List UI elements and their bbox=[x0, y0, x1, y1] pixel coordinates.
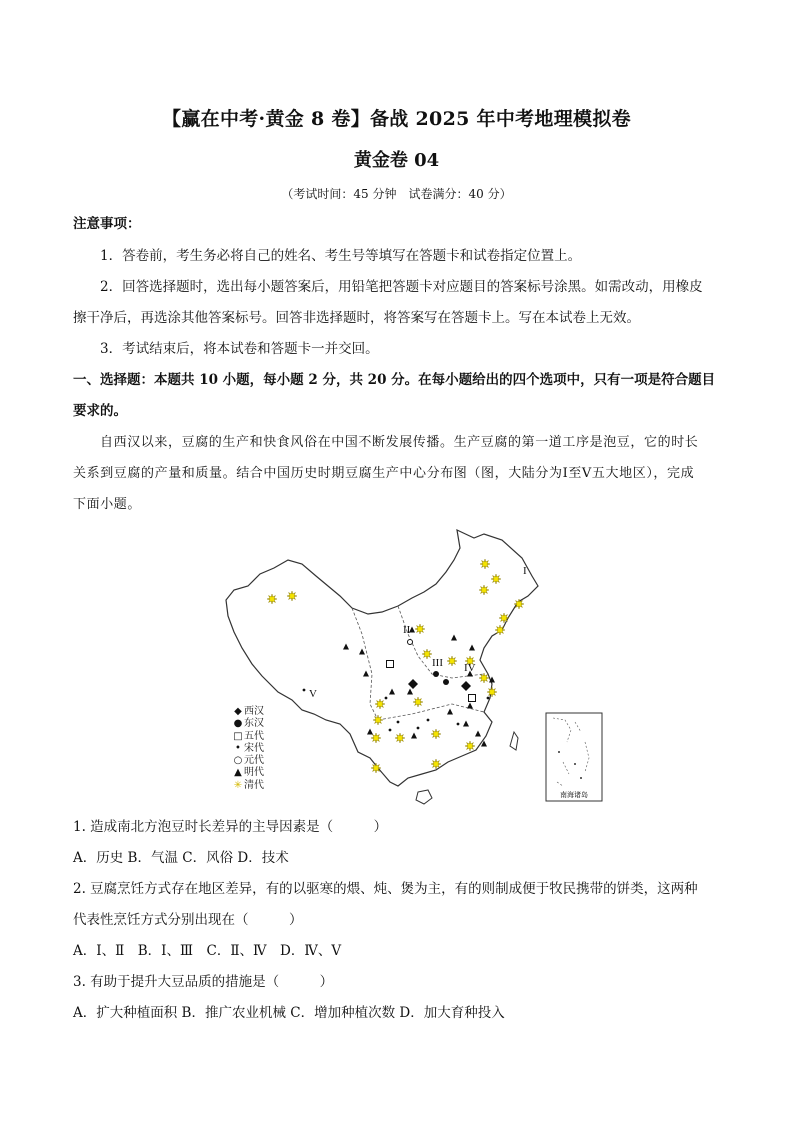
passage-line-3: 下面小题。 bbox=[73, 497, 142, 512]
legend-row-qingdai bbox=[232, 780, 264, 792]
yuan-hollow-circle-marker bbox=[408, 640, 413, 645]
china-outline bbox=[226, 530, 538, 786]
passage-line-1: 自西汉以来，豆腐的生产和快食风俗在中国不断发展传播。生产豆腐的第一道工序是泡豆，它的时长 bbox=[100, 435, 699, 450]
song-dot-marker bbox=[427, 719, 430, 722]
donghan-circle-marker bbox=[443, 679, 449, 685]
qing-star-marker bbox=[495, 625, 505, 635]
song-dot-marker bbox=[457, 723, 460, 726]
legend-label: 清代 bbox=[244, 779, 264, 791]
ming-triangle-marker bbox=[475, 731, 481, 737]
qing-star-marker bbox=[514, 599, 524, 609]
qing-star-marker bbox=[422, 649, 432, 659]
qing-star-marker bbox=[431, 759, 441, 769]
qing-star-marker bbox=[479, 585, 489, 595]
section-heading: 一、选择题：本题共 10 小题，每小题 2 分，共 20 分。在每小题给出的四个选项中，只有一项是符合题目 bbox=[73, 372, 716, 388]
ming-triangle-marker bbox=[363, 671, 369, 677]
question-1-stem: 1. 造成南北方泡豆时长差异的主导因素是（ ） bbox=[73, 819, 388, 835]
legend-row-mingdai bbox=[232, 767, 264, 779]
song-dot-marker bbox=[385, 697, 388, 700]
qing-star-marker bbox=[375, 699, 385, 709]
filled-circle-icon: ● bbox=[233, 718, 243, 730]
question-2-stem-cont: 代表性烹饪方式分别出现在（ ） bbox=[73, 912, 303, 928]
ming-triangle-marker bbox=[407, 689, 413, 695]
legend-label: 西汉 bbox=[244, 706, 264, 717]
hainan-outline bbox=[416, 790, 432, 804]
ming-triangle-marker bbox=[463, 721, 469, 727]
section-heading-cont: 要求的。 bbox=[73, 403, 127, 419]
wudai-square-marker bbox=[387, 661, 394, 668]
qing-star-marker bbox=[491, 574, 501, 584]
qing-star-marker bbox=[431, 729, 441, 739]
note-item-3: 3．考试结束后，将本试卷和答题卡一并交回。 bbox=[100, 341, 379, 357]
ming-triangle-marker bbox=[343, 644, 349, 650]
qing-star-marker bbox=[373, 715, 383, 725]
diamond-icon: ◆ bbox=[234, 706, 242, 717]
qing-star-marker bbox=[465, 741, 475, 751]
exam-title: 【赢在中考·黄金 8 卷】备战 2025 年中考地理模拟卷 bbox=[162, 108, 631, 130]
square-icon: □ bbox=[233, 730, 243, 742]
song-dot-marker bbox=[303, 689, 306, 692]
region-label-ii: II bbox=[403, 624, 411, 636]
ming-triangle-marker bbox=[451, 635, 457, 641]
wudai-square-marker bbox=[469, 695, 476, 702]
question-1-options: A．历史 B．气温 C．风俗 D．技术 bbox=[73, 850, 289, 866]
note-item-2-cont: 擦干净后，再选涂其他答案标号。回答非选择题时，将答案写在答题卡上。写在本试卷上无效。 bbox=[73, 310, 640, 326]
song-dot-marker bbox=[417, 727, 420, 730]
legend-label: 东汉 bbox=[244, 718, 264, 730]
qing-star-marker bbox=[415, 624, 425, 634]
tofu-production-map bbox=[222, 524, 554, 806]
legend-row-xihan bbox=[232, 706, 264, 718]
ming-triangle-marker bbox=[359, 649, 365, 655]
qing-star-marker bbox=[487, 687, 497, 697]
legend-label: 宋代 bbox=[244, 742, 264, 754]
taiwan-outline bbox=[510, 732, 518, 750]
donghan-circle-marker bbox=[433, 671, 439, 677]
question-2-options: A．Ⅰ、Ⅱ B．Ⅰ、Ⅲ C．Ⅱ、Ⅳ D．Ⅳ、Ⅴ bbox=[73, 943, 342, 959]
exam-info: （考试时间：45 分钟 试卷满分：40 分） bbox=[281, 187, 512, 201]
qing-star-marker bbox=[413, 697, 423, 707]
xihan-diamond-marker bbox=[461, 681, 471, 691]
qing-star-marker bbox=[287, 591, 297, 601]
question-3-options: A．扩大种植面积 B．推广农业机械 C．增加种植次数 D．加大育种投入 bbox=[73, 1005, 505, 1021]
ming-triangle-marker bbox=[469, 645, 475, 651]
qing-star-marker bbox=[499, 613, 509, 623]
qing-star-marker bbox=[480, 559, 490, 569]
ming-triangle-marker bbox=[467, 703, 473, 709]
star-icon: ✳ bbox=[233, 779, 243, 791]
notes-heading: 注意事项： bbox=[73, 216, 141, 232]
song-dot-marker bbox=[397, 721, 400, 724]
region-boundary bbox=[352, 608, 378, 720]
ming-triangle-marker bbox=[389, 689, 395, 695]
ming-triangle-marker bbox=[447, 709, 453, 715]
exam-subtitle: 黄金卷 04 bbox=[353, 150, 440, 171]
note-item-1: 1．答卷前，考生务必将自己的姓名、考生号等填写在答题卡和试卷指定位置上。 bbox=[100, 248, 582, 264]
legend-row-donghan bbox=[232, 718, 264, 730]
region-label-i: I bbox=[523, 565, 527, 577]
region-label-v: V bbox=[309, 688, 317, 700]
legend-label: 明代 bbox=[244, 767, 264, 779]
legend-label: 元代 bbox=[244, 755, 264, 767]
south-china-sea-inset bbox=[545, 712, 603, 802]
question-2-stem: 2. 豆腐烹饪方式存在地区差异，有的以驱寒的煨、炖、煲为主，有的则制成便于牧民携带的饼类，这两种 bbox=[73, 881, 698, 897]
map-legend bbox=[232, 706, 264, 792]
ming-triangle-marker bbox=[411, 733, 417, 739]
qing-star-marker bbox=[447, 656, 457, 666]
qing-star-marker bbox=[395, 733, 405, 743]
legend-label: 五代 bbox=[244, 730, 264, 742]
qing-star-marker bbox=[267, 594, 277, 604]
inset-label: 南海诸岛 bbox=[560, 791, 588, 799]
dot-icon: • bbox=[235, 742, 241, 754]
legend-row-songdai bbox=[232, 743, 264, 755]
hollow-circle-icon: ○ bbox=[233, 755, 243, 767]
legend-row-yuandai bbox=[232, 755, 264, 767]
qing-star-marker bbox=[479, 673, 489, 683]
map-markers bbox=[267, 559, 524, 773]
region-label-iv: IV bbox=[464, 662, 476, 674]
qing-star-marker bbox=[371, 763, 381, 773]
xihan-diamond-marker bbox=[408, 679, 418, 689]
note-item-2: 2．回答选择题时，选出每小题答案后，用铅笔把答题卡对应题目的答案标号涂黑。如需改动，用橡皮 bbox=[100, 279, 703, 295]
song-dot-marker bbox=[389, 729, 392, 732]
question-3-stem: 3. 有助于提升大豆品质的措施是（ ） bbox=[73, 974, 334, 990]
passage-line-2: 关系到豆腐的产量和质量。结合中国历史时期豆腐生产中心分布图（图，大陆分为Ⅰ至Ⅴ五大地区），完成 bbox=[73, 466, 695, 481]
song-dot-marker bbox=[487, 697, 490, 700]
region-label-iii: III bbox=[432, 657, 443, 669]
triangle-icon: ▲ bbox=[234, 767, 242, 779]
legend-row-wudai bbox=[232, 731, 264, 743]
ming-triangle-marker bbox=[367, 729, 373, 735]
